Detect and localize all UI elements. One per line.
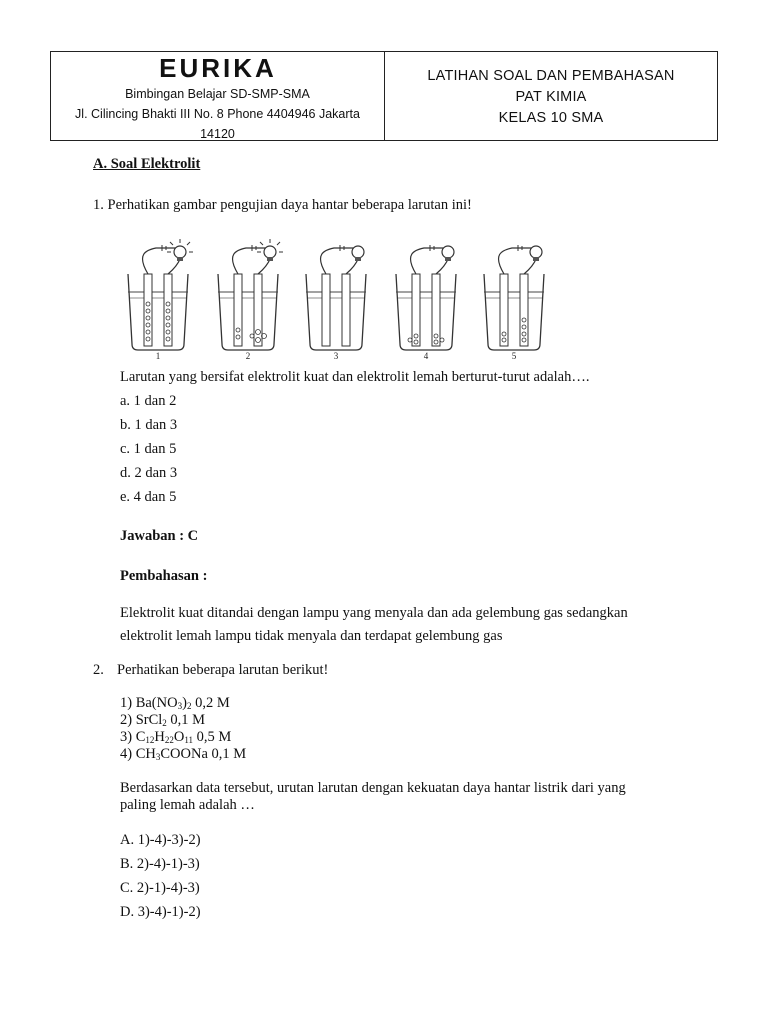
apparatus-1 [128, 239, 193, 350]
title-line1: LATIHAN SOAL DAN PEMBAHASAN [427, 68, 675, 84]
title-line3: KELAS 10 SMA [498, 110, 604, 126]
figure-label-2: 2 [245, 351, 251, 361]
q1-option-a: a. 1 dan 2 [120, 393, 177, 409]
document-header [50, 51, 718, 141]
q1-prompt: 1. Perhatikan gambar pengujian daya hantar beberapa larutan ini! [93, 197, 472, 213]
figure-label-4: 4 [423, 351, 429, 361]
title-line2: PAT KIMIA [515, 89, 587, 105]
q2-option-b: B. 2)-4)-1)-3) [120, 856, 200, 872]
org-name: Bimbingan Belajar SD-SMP-SMA [125, 87, 310, 101]
conductivity-figure [124, 232, 554, 362]
header-title-block [385, 52, 717, 140]
q1-option-c: c. 1 dan 5 [120, 441, 177, 457]
apparatus-5 [484, 245, 544, 350]
eurika-logo [156, 56, 280, 80]
q2-prompt: Perhatikan beberapa larutan berikut! [117, 662, 329, 678]
q2-option-c: C. 2)-1)-4)-3) [120, 880, 200, 896]
org-address-line2: 14120 [200, 127, 235, 141]
apparatus-2 [218, 239, 283, 350]
q2-number: 2. [93, 662, 104, 678]
svg-text:EURIKA: EURIKA [158, 56, 277, 80]
q2-question-line2: paling lemah adalah … [120, 797, 255, 813]
compound-4: 4) $CH_3COONa$ 0,1 M [120, 746, 247, 762]
compound-3: 3) $C_{12}H_{22}O_{11}$ 0,5 M [120, 729, 232, 745]
q1-option-d: d. 2 dan 3 [120, 465, 178, 481]
apparatus-3 [306, 245, 366, 350]
q1-answer: Jawaban : C [120, 528, 199, 544]
figure-label-1: 1 [155, 351, 161, 361]
figure-label-5: 5 [511, 351, 517, 361]
q1-option-e: e. 4 dan 5 [120, 489, 177, 505]
q1-discussion-line2: elektrolit lemah lampu tidak menyala dan terdapat gelembung gas [120, 628, 503, 644]
compound-1: 1) $Ba(NO_3)_2$ 0,2 M [120, 695, 230, 711]
header-org-block [51, 52, 385, 140]
q2-compound-list [120, 695, 246, 763]
figure-label-3: 3 [333, 351, 339, 361]
q2-option-a: A. 1)-4)-3)-2) [120, 832, 201, 848]
q1-discussion-label: Pembahasan : [120, 568, 208, 584]
section-title: A. Soal Elektrolit [93, 156, 201, 172]
compound-2: 2) SrCl$_2$ 0,1 M [120, 712, 206, 728]
org-address-line1: Jl. Cilincing Bhakti III No. 8 Phone 4404946 Jakarta [75, 107, 360, 121]
q1-discussion-line1: Elektrolit kuat ditandai dengan lampu yang menyala dan ada gelembung gas sedangkan [120, 605, 628, 621]
q1-option-b: b. 1 dan 3 [120, 417, 178, 433]
q1-question: Larutan yang bersifat elektrolit kuat dan elektrolit lemah berturut-turut adalah…. [120, 369, 590, 385]
conductivity-apparatus-illustration [124, 232, 554, 362]
q2-option-d: D. 3)-4)-1)-2) [120, 904, 201, 920]
apparatus-4 [396, 245, 456, 350]
q2-question-line1: Berdasarkan data tersebut, urutan larutan dengan kekuatan daya hantar listrik dari yang [120, 780, 626, 796]
